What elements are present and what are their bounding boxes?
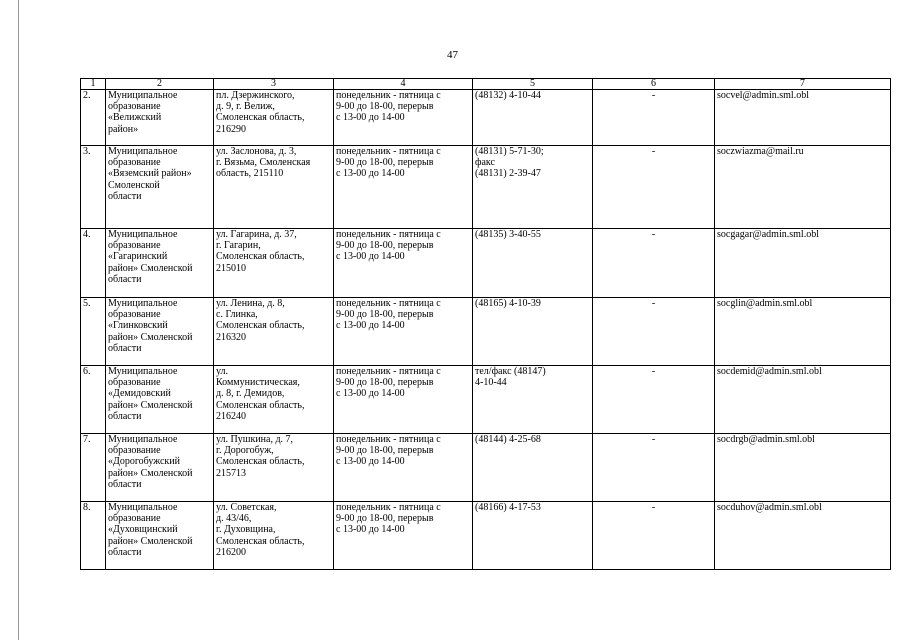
email-cell: socgagar@admin.sml.obl: [715, 229, 891, 298]
column-header: 7: [715, 79, 891, 90]
column-6-cell: -: [593, 90, 715, 146]
address-cell: ул. Ленина, д. 8, с. Глинка, Смоленская область, 216320: [214, 298, 334, 366]
table-row: [81, 90, 891, 146]
table-row: [81, 366, 891, 434]
row-number: 6.: [81, 366, 106, 434]
municipality-name: Муниципальное образование «Дорогобужский район» Смоленской области: [106, 434, 214, 502]
phone-cell: тел/факс (48147) 4-10-44: [473, 366, 593, 434]
email-cell: socglin@admin.sml.obl: [715, 298, 891, 366]
phone-cell: (48144) 4-25-68: [473, 434, 593, 502]
address-cell: ул. Коммунистическая, д. 8, г. Демидов, Смоленская область, 216240: [214, 366, 334, 434]
column-6-cell: -: [593, 366, 715, 434]
row-number: 7.: [81, 434, 106, 502]
table-header-row: [81, 79, 891, 90]
municipality-name: Муниципальное образование «Духовщинский район» Смоленской области: [106, 502, 214, 570]
address-cell: ул. Заслонова, д. 3, г. Вязьма, Смоленская область, 215110: [214, 146, 334, 229]
row-number: 3.: [81, 146, 106, 229]
page-number: 47: [447, 49, 458, 61]
phone-cell: (48132) 4-10-44: [473, 90, 593, 146]
hours-cell: понедельник - пятница с 9-00 до 18-00, перерыв с 13-00 до 14-00: [334, 434, 473, 502]
table-row: [81, 502, 891, 570]
hours-cell: понедельник - пятница с 9-00 до 18-00, перерыв с 13-00 до 14-00: [334, 366, 473, 434]
email-cell: socvel@admin.sml.obl: [715, 90, 891, 146]
row-number: 4.: [81, 229, 106, 298]
municipality-name: Муниципальное образование «Глинковский район» Смоленской области: [106, 298, 214, 366]
address-cell: ул. Пушкина, д. 7, г. Дорогобуж, Смоленская область, 215713: [214, 434, 334, 502]
municipality-name: Муниципальное образование «Велижский район»: [106, 90, 214, 146]
column-6-cell: -: [593, 434, 715, 502]
column-6-cell: -: [593, 146, 715, 229]
email-cell: socduhov@admin.sml.obl: [715, 502, 891, 570]
row-number: 5.: [81, 298, 106, 366]
offices-table: [80, 78, 891, 570]
row-number: 8.: [81, 502, 106, 570]
hours-cell: понедельник - пятница с 9-00 до 18-00, перерыв с 13-00 до 14-00: [334, 298, 473, 366]
column-header: 6: [593, 79, 715, 90]
email-cell: soczwiazma@mail.ru: [715, 146, 891, 229]
municipality-name: Муниципальное образование «Гагаринский район» Смоленской области: [106, 229, 214, 298]
column-header: 4: [334, 79, 473, 90]
hours-cell: понедельник - пятница с 9-00 до 18-00, перерыв с 13-00 до 14-00: [334, 146, 473, 229]
table-row: [81, 146, 891, 229]
phone-cell: (48131) 5-71-30; факс (48131) 2-39-47: [473, 146, 593, 229]
column-header: 5: [473, 79, 593, 90]
column-6-cell: -: [593, 502, 715, 570]
hours-cell: понедельник - пятница с 9-00 до 18-00, перерыв с 13-00 до 14-00: [334, 229, 473, 298]
table-row: [81, 229, 891, 298]
phone-cell: (48166) 4-17-53: [473, 502, 593, 570]
hours-cell: понедельник - пятница с 9-00 до 18-00, перерыв с 13-00 до 14-00: [334, 502, 473, 570]
column-header: 3: [214, 79, 334, 90]
hours-cell: понедельник - пятница с 9-00 до 18-00, перерыв с 13-00 до 14-00: [334, 90, 473, 146]
address-cell: ул. Гагарина, д. 37, г. Гагарин, Смоленская область, 215010: [214, 229, 334, 298]
column-6-cell: -: [593, 229, 715, 298]
municipality-name: Муниципальное образование «Вяземский район» Смоленской области: [106, 146, 214, 229]
table-row: [81, 298, 891, 366]
address-cell: пл. Дзержинского, д. 9, г. Велиж, Смоленская область, 216290: [214, 90, 334, 146]
column-header: 1: [81, 79, 106, 90]
page-left-edge: [18, 0, 19, 640]
municipality-name: Муниципальное образование «Демидовский район» Смоленской области: [106, 366, 214, 434]
email-cell: socdrgb@admin.sml.obl: [715, 434, 891, 502]
phone-cell: (48165) 4-10-39: [473, 298, 593, 366]
row-number: 2.: [81, 90, 106, 146]
phone-cell: (48135) 3-40-55: [473, 229, 593, 298]
address-cell: ул. Советская, д. 43/46, г. Духовщина, Смоленская область, 216200: [214, 502, 334, 570]
column-6-cell: -: [593, 298, 715, 366]
email-cell: socdemid@admin.sml.obl: [715, 366, 891, 434]
table-row: [81, 434, 891, 502]
column-header: 2: [106, 79, 214, 90]
